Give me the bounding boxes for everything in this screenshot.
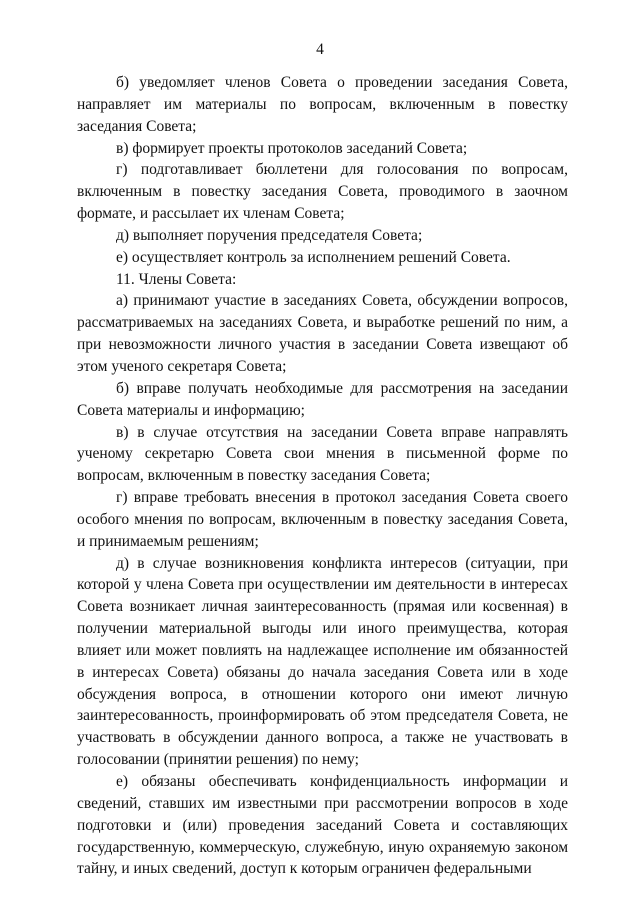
paragraph-10e: е) осуществляет контроль за исполнением решений Совета. (116, 248, 511, 266)
document-body (77, 72, 568, 880)
paragraph-11v: в) в случае отсутствия на заседании Совета вправе направлять ученому секретарю Совета свои мнения в письменной форме по вопросам, включенным в повестку заседания Совета; (77, 423, 568, 485)
paragraph-11g: г) вправе требовать внесения в протокол заседания Совета своего особого мнения по вопросам, включенным в повестку заседания Совета, и принимаемым решениям; (77, 489, 568, 550)
paragraph-11d: д) в случае возникновения конфликта интересов (ситуации, при которой у члена Совета при осуществлении им деятельности в интересах Совета возникает личная заинтересованность (прямая или косвенная) в получении материальной выгоды или иного преимущества, которая влияет или может повлиять на надлежащее исполнение им обязанностей в интересах Совета) обязаны до начала заседания Совета или в ходе обсуждения вопроса, в отношении которого они имеют личную заинтересованность, проинформировать об этом председателя Совета, не участвовать в обсуждении данного вопроса, а также не участвовать в голосовании (принятии решения) по нему; (77, 554, 568, 769)
paragraph-10d: д) выполняет поручения председателя Совета; (116, 226, 423, 244)
paragraph-10v: в) формирует проекты протоколов заседаний Совета; (116, 139, 468, 157)
paragraph-10g: г) подготавливает бюллетени для голосования по вопросам, включенным в повестку заседания Совета, проводимого в заочном формате, и рассылает их членам Совета; (77, 161, 568, 223)
paragraph-10b: б) уведомляет членов Совета о проведении заседания Совета, направляет им материалы по вопросам, включенным в повестку заседания Совета; (77, 74, 568, 135)
section-heading-11: 11. Члены Совета: (116, 270, 237, 288)
paragraph-11e: е) обязаны обеспечивать конфиденциальность информации и сведений, ставших им известными при рассмотрении вопросов в ходе подготовки и (или) проведения заседаний Совета и составляющих государственную, коммерческую, служебную, иную охраняемую законом тайну, и иных сведений, доступ к которым ограничен федеральными (77, 773, 568, 878)
page-number: 4 (316, 41, 324, 58)
paragraph-11b: б) вправе получать необходимые для рассмотрения на заседании Совета материалы и информацию; (77, 379, 568, 419)
paragraph-11a: а) принимают участие в заседаниях Совета, обсуждении вопросов, рассматриваемых на заседаниях Совета, и выработке решений по ним, а при невозможности личного участия в заседании Совета извещают об этом ученого секретаря Совета; (77, 292, 568, 375)
